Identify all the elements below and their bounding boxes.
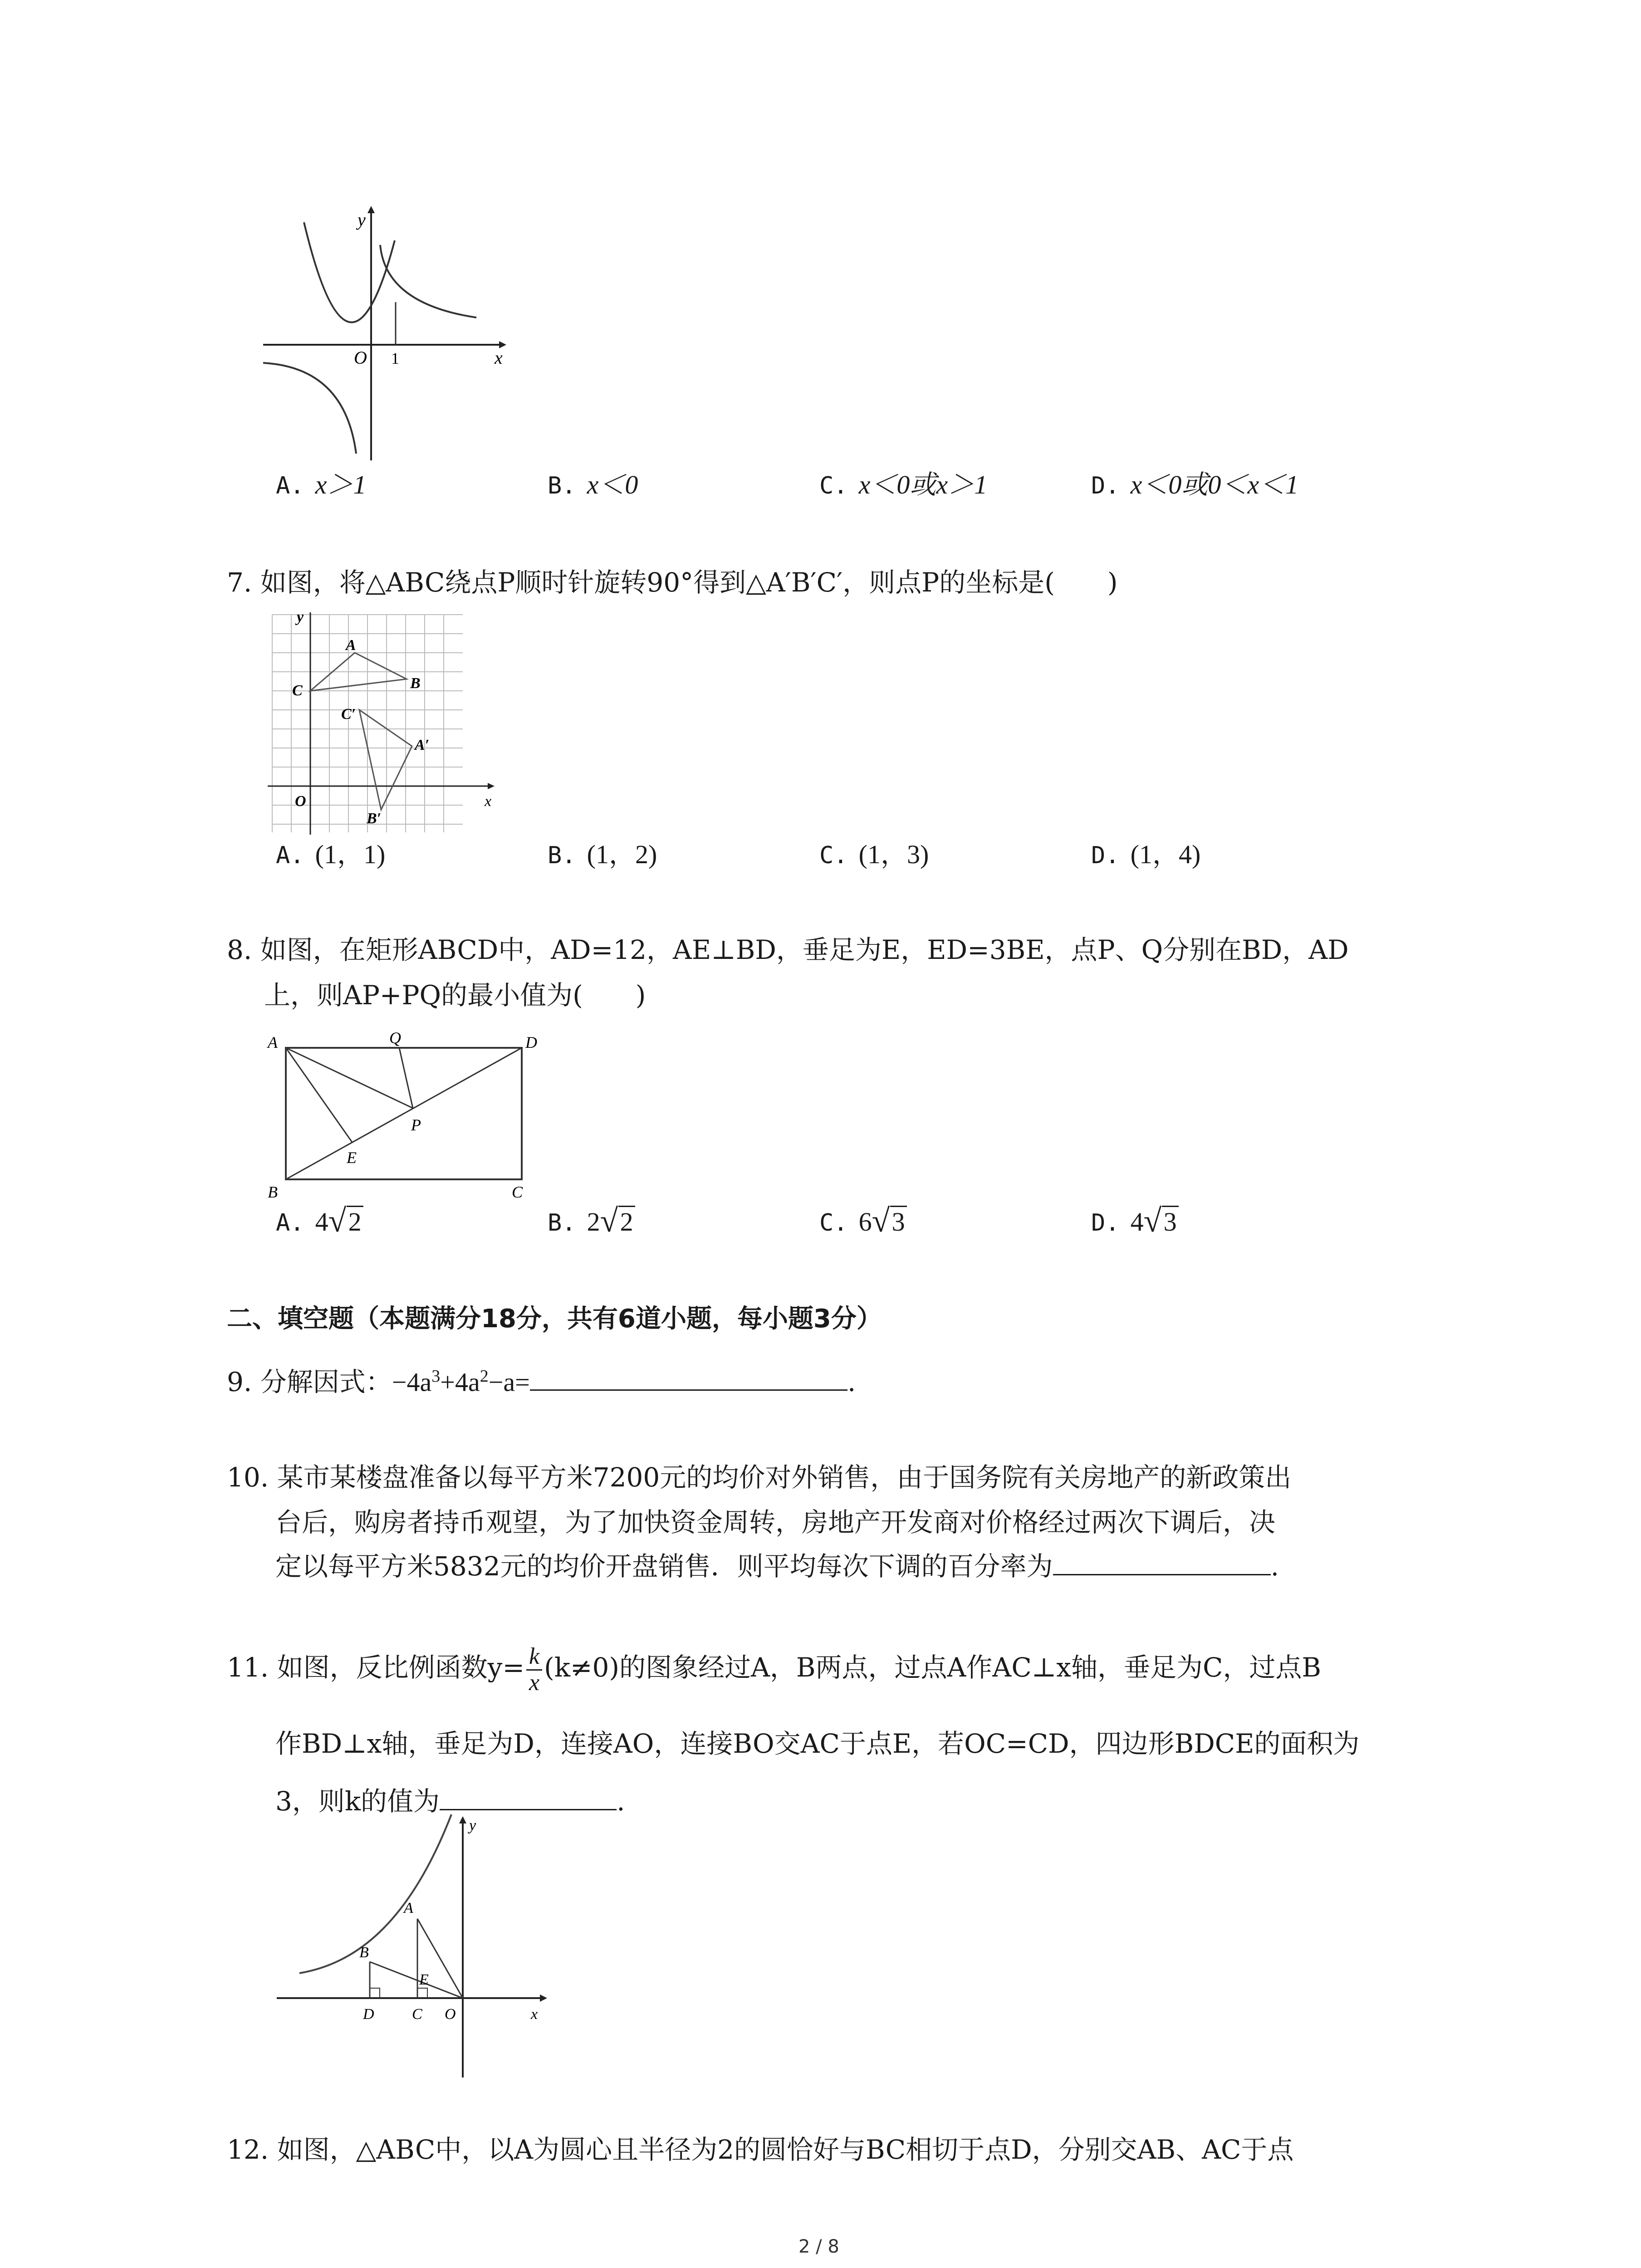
q11-fig-D: D <box>363 2006 374 2023</box>
q7-fig-x: x <box>485 793 492 810</box>
q11-line2: 作BD⊥x轴，垂足为D，连接AO，连接BO交AC于点E，若OC=CD，四边形BDCE的面积为 <box>275 1728 1360 1759</box>
q7-figure <box>259 610 504 837</box>
q8-option-a <box>276 1202 363 1239</box>
q8-option-a-label: A. <box>276 1209 304 1237</box>
q11-line3-text: 3，则k的值为 <box>275 1786 440 1817</box>
q9-expr-c: −a= <box>488 1367 530 1397</box>
q8-fig-D: D <box>525 1033 537 1051</box>
q11-fraction <box>526 1644 542 1695</box>
q6-fig-one: 1 <box>391 349 399 367</box>
q8-stem-line1: 8. 如图，在矩形ABCD中，AD=12，AE⊥BD，垂足为E，ED=3BE，点P、Q分别在BD，AD <box>227 934 1349 965</box>
q10-line3 <box>275 1551 1279 1582</box>
q8-option-a-radicand: 2 <box>347 1206 363 1237</box>
q7-option-b <box>548 841 657 868</box>
q7-fig-o: O <box>295 793 306 810</box>
page-number: 2 / 8 <box>798 2236 839 2257</box>
q11-fig-B: B <box>359 1944 369 1961</box>
q8-option-b <box>548 1202 635 1239</box>
q6-option-b <box>548 472 638 498</box>
q11-line1 <box>227 1644 1321 1695</box>
q8-option-b-radicand: 2 <box>618 1206 635 1237</box>
q6-figure <box>254 200 508 463</box>
q7-fig-C1: C′ <box>341 706 356 723</box>
q6-option-c <box>819 472 987 498</box>
q7-option-c-text: (1，3) <box>858 840 929 869</box>
q8-stem-line2: 上，则AP+PQ的最小值为( ) <box>264 980 646 1011</box>
q7-option-c-label: C. <box>819 842 848 869</box>
q8-fig-P: P <box>411 1116 421 1134</box>
q9-prefix: 9. 分解因式： <box>227 1366 392 1398</box>
q6-option-b-label: B. <box>548 472 576 499</box>
q7-option-d-label: D. <box>1091 842 1120 869</box>
q7-stem: 7. 如图，将△ABC绕点P顺时针旋转90°得到△A′B′C′，则点P的坐标是( ) <box>227 567 1118 598</box>
q11-fig-C: C <box>412 2006 422 2023</box>
q6-fig-x: x <box>495 347 503 368</box>
q11-fig-O: O <box>445 2006 456 2023</box>
q6-option-c-text: x＜0或x＞1 <box>858 470 988 499</box>
q6-option-d-text: x＜0或0＜x＜1 <box>1130 470 1299 499</box>
q8-figure <box>263 1030 544 1202</box>
q11-frac-num: k <box>526 1644 542 1671</box>
q6-option-d-label: D. <box>1091 472 1120 499</box>
q10-line1: 10. 某市某楼盘准备以每平方米7200元的均价对外销售，由于国务院有关房地产的新政策出 <box>227 1462 1292 1493</box>
q8-fig-A: A <box>268 1033 278 1051</box>
q6-fig-o: O <box>354 347 367 368</box>
q7-option-d <box>1091 841 1200 868</box>
q8-option-d <box>1091 1202 1179 1239</box>
q10-line3-text: 定以每平方米5832元的均价开盘销售．则平均每次下调的百分率为 <box>275 1551 1053 1582</box>
q7-fig-B: B <box>410 675 421 692</box>
q6-option-c-label: C. <box>819 472 848 499</box>
q7-option-a <box>276 841 385 868</box>
q8-option-b-sqrt: √ 2 <box>600 1209 635 1235</box>
q10-end: . <box>1270 1551 1279 1582</box>
q7-fig-y: y <box>297 610 304 626</box>
q8-option-a-sqrt: √ 2 <box>328 1209 363 1235</box>
section-2-heading: 二、填空题（本题满分18分，共有6道小题，每小题3分） <box>227 1304 882 1334</box>
q8-option-b-coef: 2 <box>587 1207 600 1237</box>
q6-option-a-label: A. <box>276 472 304 499</box>
q11-answer-blank[interactable] <box>440 1809 617 1810</box>
q8-option-d-radicand: 3 <box>1162 1206 1179 1237</box>
q11-fig-x: x <box>531 2006 538 2023</box>
q11-fig-A: A <box>404 1900 413 1916</box>
q10-line2: 台后，购房者持币观望，为了加快资金周转，房地产开发商对价格经过两次下调后，决 <box>275 1507 1276 1538</box>
q7-option-b-label: B. <box>548 842 576 869</box>
q8-fig-B: B <box>268 1183 278 1201</box>
q8-fig-C: C <box>512 1183 523 1201</box>
q7-option-c <box>819 841 929 868</box>
q9-exp2: 2 <box>480 1367 489 1386</box>
q7-fig-A: A <box>346 637 356 654</box>
q8-option-c-radicand: 3 <box>890 1206 907 1237</box>
q6-option-b-text: x＜0 <box>587 470 638 499</box>
q11-line1-a: 11. 如图，反比例函数y= <box>227 1652 525 1683</box>
q7-fig-C: C <box>292 682 303 699</box>
q9-expr-a: −4a <box>392 1367 432 1397</box>
q8-option-d-sqrt: √ 3 <box>1144 1209 1179 1235</box>
q8-option-b-label: B. <box>548 1209 576 1237</box>
q11-figure <box>272 1812 554 2084</box>
q7-option-d-text: (1，4) <box>1130 840 1201 869</box>
q8-option-d-label: D. <box>1091 1209 1120 1237</box>
q9-expr-b: +4a <box>440 1367 480 1397</box>
q6-option-a <box>276 472 366 498</box>
q8-option-c-coef: 6 <box>858 1207 872 1237</box>
q8-option-c <box>819 1202 907 1239</box>
q11-frac-den: x <box>529 1669 540 1696</box>
q8-option-d-coef: 4 <box>1130 1207 1144 1237</box>
q7-option-b-text: (1，2) <box>587 840 657 869</box>
q9 <box>227 1366 856 1398</box>
q11-end: . <box>617 1786 625 1817</box>
q6-option-d <box>1091 472 1298 498</box>
q6-fig-y: y <box>358 210 366 230</box>
q8-fig-E: E <box>347 1149 357 1167</box>
q9-end: . <box>847 1366 856 1398</box>
q11-line1-b: (k≠0)的图象经过A，B两点，过点A作AC⊥x轴，垂足为C，过点B <box>544 1652 1321 1683</box>
q7-fig-A1: A′ <box>415 737 430 753</box>
q7-option-a-text: (1，1) <box>315 840 386 869</box>
q9-exp3: 3 <box>431 1367 441 1386</box>
q11-line3 <box>275 1786 625 1817</box>
q8-fig-Q: Q <box>389 1030 401 1047</box>
q8-option-a-coef: 4 <box>315 1207 328 1237</box>
q11-fig-y: y <box>469 1817 476 1834</box>
q8-option-c-label: C. <box>819 1209 848 1237</box>
q10-answer-blank[interactable] <box>1053 1574 1271 1575</box>
q6-option-a-text: x＞1 <box>315 470 367 499</box>
q7-fig-B1: B′ <box>367 810 382 827</box>
q9-answer-blank[interactable] <box>530 1389 847 1391</box>
q8-option-c-sqrt: √ 3 <box>872 1209 907 1235</box>
q12-line1: 12. 如图，△ABC中，以A为圆心且半径为2的圆恰好与BC相切于点D，分别交AB、AC于点 <box>227 2134 1294 2165</box>
q11-fig-E: E <box>419 1971 429 1988</box>
q7-option-a-label: A. <box>276 842 304 869</box>
